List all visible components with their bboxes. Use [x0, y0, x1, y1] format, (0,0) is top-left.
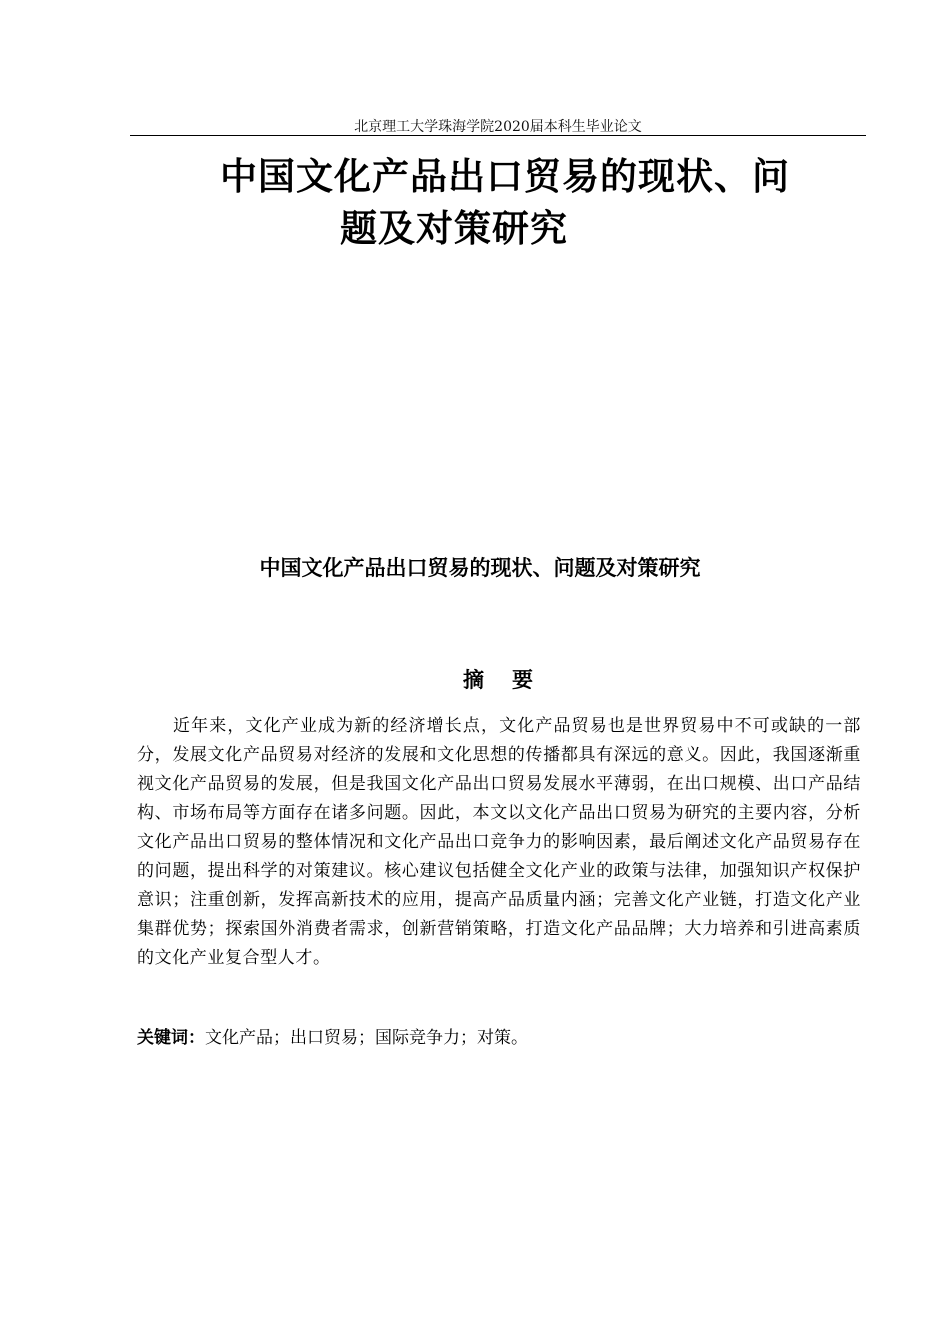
abstract-page-title: 中国文化产品出口贸易的现状、问题及对策研究	[259, 555, 701, 580]
keywords-label: 关键词：	[137, 1028, 205, 1048]
keywords-value: 文化产品；出口贸易；国际竞争力；对策。	[205, 1028, 528, 1048]
keywords-line	[137, 1024, 861, 1053]
thesis-title	[160, 150, 860, 254]
abstract-heading	[130, 664, 866, 696]
abstract-heading-char-2: 要	[512, 667, 533, 692]
abstract-heading-char-1: 摘	[463, 667, 484, 692]
header-rule	[130, 135, 866, 136]
thesis-title-line-2: 题及对策研究	[340, 206, 568, 250]
thesis-title-line-1: 中国文化产品出口贸易的现状、问	[220, 154, 790, 198]
running-header: 北京理工大学珠海学院2020届本科生毕业论文	[354, 119, 642, 135]
abstract-body: 近年来，文化产业成为新的经济增长点，文化产品贸易也是世界贸易中不可或缺的一部分，发展文化产品贸易对经济的发展和文化思想的传播都具有深远的意义。因此，我国逐渐重视文化产品贸易的发展，但是我国文化产品出口贸易发展水平薄弱，在出口规模、出口产品结构、市场布局等方面存在诸多问题。因此，本文以文化产品出口贸易为研究的主要内容，分析文化产品出口贸易的整体情况和文化产品出口竞争力的影响因素，最后阐述文化产品贸易存在的问题，提出科学的对策建议。核心建议包括健全文化产业的政策与法律，加强知识产权保护意识；注重创新，发挥高新技术的应用，提高产品质量内涵；完善文化产业链，打造文化产业集群优势；探索国外消费者需求，创新营销策略，打造文化产品品牌；大力培养和引进高素质的文化产业复合型人才。	[137, 716, 861, 968]
